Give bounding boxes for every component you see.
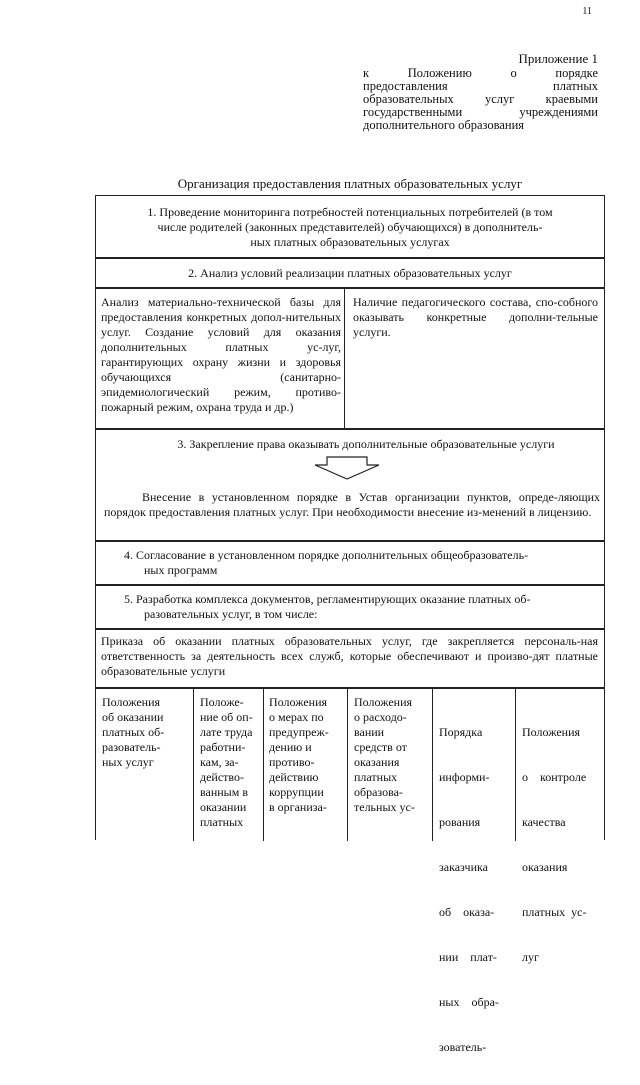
doc-line: работни-	[200, 740, 246, 754]
doc-column	[522, 695, 602, 995]
doc-line: Положения	[102, 695, 161, 709]
arrow-down-icon	[307, 456, 387, 480]
doc-line: платных	[200, 815, 244, 829]
doc-line: заказчика	[439, 860, 488, 874]
doc-line: коррупции	[269, 785, 324, 799]
appendix-line: государственными учреждениями	[363, 105, 598, 119]
doc-line: Порядка	[439, 725, 483, 739]
staff-text: Наличие педагогического состава, спо-собного оказывать конкретные дополни-тельные услуги.	[353, 295, 598, 339]
doc-line: кам, за-	[200, 755, 239, 769]
column-divider	[263, 689, 264, 841]
doc-line: платных об-	[102, 725, 165, 739]
doc-line: разователь-	[102, 740, 161, 754]
step-4-line: ных программ	[144, 563, 218, 577]
material-base-text: Анализ материально-технической базы для предоставления конкретных допол-нительных услуг. Создание условий для оказания дополнительных платных ус-луг, гарантирующих охрану жизни и здоровья обучающихся (санитарно-эпидемиологический режим, противо-пожарный режим, охрана труда и др.)	[101, 295, 341, 414]
step-4-box	[95, 541, 605, 585]
step-1-line: числе родителей (законных представителей) обучающихся) в дополнитель-	[157, 220, 543, 234]
doc-column	[200, 695, 262, 830]
doc-line: о расходо-	[354, 710, 407, 724]
doc-column	[102, 695, 188, 770]
doc-line: средств от	[354, 740, 407, 754]
doc-line: качества	[522, 815, 566, 829]
step-3-box	[95, 429, 605, 541]
doc-line: оказания	[354, 755, 400, 769]
column-divider	[344, 289, 345, 428]
step-5-box	[95, 585, 605, 629]
doc-line: платных	[354, 770, 398, 784]
step-4-line: 4. Согласование в установленном порядке дополнительных общеобразователь-	[124, 548, 529, 562]
step-1-line: 1. Проведение мониторинга потребностей потенциальных потребителей (в том	[147, 205, 553, 219]
doc-line: оказания	[522, 860, 568, 874]
doc-line: информи-	[439, 770, 490, 784]
doc-line: вании	[354, 725, 385, 739]
page-number: 11	[582, 6, 592, 17]
appendix-line: к Положению о порядке	[363, 66, 598, 80]
doc-line: луг	[522, 950, 539, 964]
doc-line: рования	[439, 815, 481, 829]
step-5-line: разовательных услуг, в том числе:	[144, 607, 318, 621]
order-box	[95, 629, 605, 688]
step-5-line: 5. Разработка комплекса документов, регламентирующих оказание платных об-	[124, 592, 531, 606]
step-3-text: Внесение в установленном порядке в Устав организации пунктов, опреде-ляющих порядок предоставления платных услуг. При необходимости внесение из-менений в лицензию.	[104, 490, 600, 519]
doc-line: об оказа-	[439, 905, 495, 919]
appendix-header	[363, 52, 598, 132]
appendix-line: дополнительного образования	[363, 118, 525, 132]
doc-line: Положения	[354, 695, 413, 709]
appendix-line: образовательных услуг краевыми	[363, 92, 598, 106]
doc-line: зователь-	[439, 1040, 487, 1054]
step-1-box	[95, 195, 605, 258]
step-1-line: ных платных образовательных услугах	[250, 235, 450, 249]
doc-line: о контроле	[522, 770, 587, 784]
doc-line: дению и	[269, 740, 312, 754]
column-divider	[432, 689, 433, 841]
column-divider	[347, 689, 348, 841]
order-text: Приказа об оказании платных образовательных услуг, где закрепляется персональ-ная ответственность за деятельность всех служб, которые обеспечивают и произво-дят платные образовательные услуги	[101, 634, 598, 678]
doc-line: нии плат-	[439, 950, 497, 964]
page-title: Организация предоставления платных образовательных услуг	[177, 176, 523, 191]
appendix-number: Приложение 1	[518, 51, 598, 66]
column-divider	[515, 689, 516, 841]
doc-line: платных ус-	[522, 905, 587, 919]
doc-line: лате труда	[200, 725, 253, 739]
doc-column	[354, 695, 431, 815]
documents-table	[95, 688, 605, 1054]
doc-line: образова-	[354, 785, 403, 799]
doc-line: Положе-	[200, 695, 244, 709]
doc-line: ванным в	[200, 785, 248, 799]
doc-line: противо-	[269, 755, 315, 769]
step-2-text: 2. Анализ условий реализации платных образовательных услуг	[188, 266, 512, 280]
doc-line: ние об оп-	[200, 710, 253, 724]
column-divider	[193, 689, 194, 841]
conditions-box	[95, 288, 605, 429]
doc-line: Положения	[269, 695, 328, 709]
doc-line: оказании	[200, 800, 247, 814]
doc-line: о мерах по	[269, 710, 324, 724]
step-2-box	[95, 258, 605, 288]
doc-column	[269, 695, 346, 815]
doc-line: предупреж-	[269, 725, 329, 739]
doc-line: ных услуг	[102, 755, 154, 769]
step-3-heading: 3. Закрепление права оказывать дополнительные образовательные услуги	[177, 437, 555, 451]
doc-line: действо-	[200, 770, 245, 784]
doc-line: действию	[269, 770, 319, 784]
appendix-line: предоставления платных	[363, 79, 598, 93]
doc-line: в организа-	[269, 800, 327, 814]
doc-column	[439, 695, 513, 1085]
doc-line: Положения	[522, 725, 581, 739]
doc-line: ных обра-	[439, 995, 499, 1009]
doc-line: об оказании	[102, 710, 164, 724]
doc-line: тельных ус-	[354, 800, 415, 814]
